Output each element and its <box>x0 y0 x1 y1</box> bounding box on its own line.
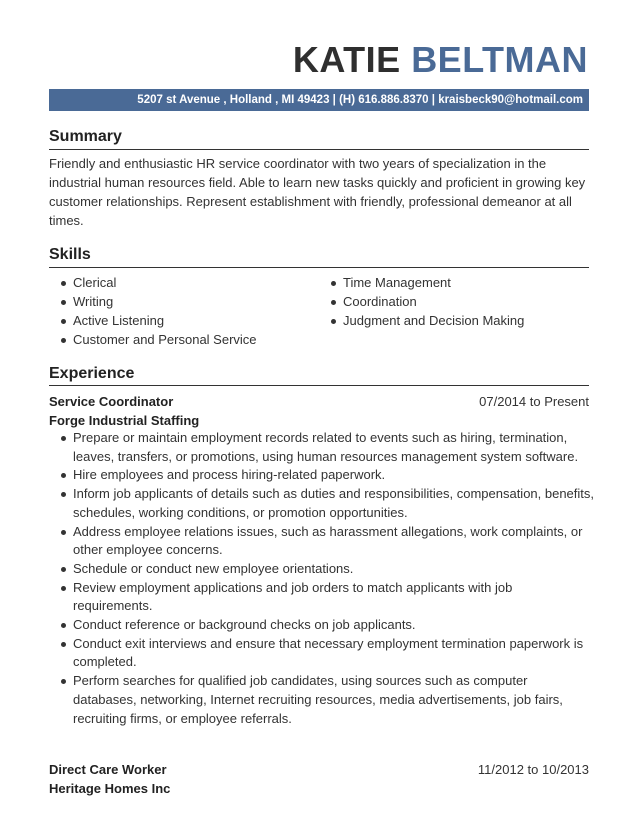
duty-item: Conduct exit interviews and ensure that necessary employment termination paperwork is completed. <box>49 635 594 672</box>
experience-divider <box>49 385 589 386</box>
contact-bar: 5207 st Avenue , Holland , MI 49423 | (H) 616.886.8370 | kraisbeck90@hotmail.com <box>49 89 589 111</box>
duty-item: Hire employees and process hiring-related paperwork. <box>49 466 594 485</box>
duty-item: Prepare or maintain employment records related to events such as hiring, termination, leaves, transfers, or promotions, using human resources management system software. <box>49 429 594 466</box>
duty-item: Inform job applicants of details such as duties and responsibilities, compensation, benefits, schedules, working conditions, or promotion opportunities. <box>49 485 594 522</box>
skill-item: Writing <box>49 292 257 311</box>
skill-item: Clerical <box>49 273 257 292</box>
candidate-name <box>293 40 588 80</box>
first-name: KATIE <box>292 39 401 80</box>
skill-item: Customer and Personal Service <box>49 330 257 349</box>
duty-item: Schedule or conduct new employee orientations. <box>49 560 594 579</box>
summary-divider <box>49 149 589 150</box>
duty-item: Address employee relations issues, such as harassment allegations, work complaints, or other employee concerns. <box>49 523 594 560</box>
skill-item: Coordination <box>319 292 524 311</box>
job-title: Direct Care Worker <box>49 762 167 777</box>
skills-heading: Skills <box>49 246 91 263</box>
skills-list-right <box>319 273 524 330</box>
experience-heading: Experience <box>49 365 135 382</box>
job-duties-list <box>49 429 594 728</box>
last-name: BELTMAN <box>411 39 588 80</box>
job-dates: 07/2014 to Present <box>479 394 589 409</box>
job-company: Heritage Homes Inc <box>49 781 171 796</box>
summary-text: Friendly and enthusiastic HR service coordinator with two years of specialization in the industrial human resources field. Able to learn new tasks quickly and proficient in growing key customer relationships. Represent establishment with friendly, professional demeanor at all times. <box>49 156 586 228</box>
duty-item: Conduct reference or background checks on job applicants. <box>49 616 594 635</box>
summary-heading: Summary <box>49 128 122 145</box>
job-company: Forge Industrial Staffing <box>49 413 200 428</box>
duty-item: Perform searches for qualified job candidates, using sources such as computer databases, networking, Internet recruiting resources, media advertisements, job fairs, recruiting firms, or employee referrals. <box>49 672 594 728</box>
job-dates: 11/2012 to 10/2013 <box>477 762 589 777</box>
duty-item: Review employment applications and job orders to match applicants with job requirements. <box>49 579 594 616</box>
skill-item: Time Management <box>319 273 524 292</box>
skill-item: Judgment and Decision Making <box>319 311 524 330</box>
skill-item: Active Listening <box>49 311 257 330</box>
skills-list-left <box>49 273 257 349</box>
skills-divider <box>49 267 589 268</box>
job-title: Service Coordinator <box>49 394 174 409</box>
